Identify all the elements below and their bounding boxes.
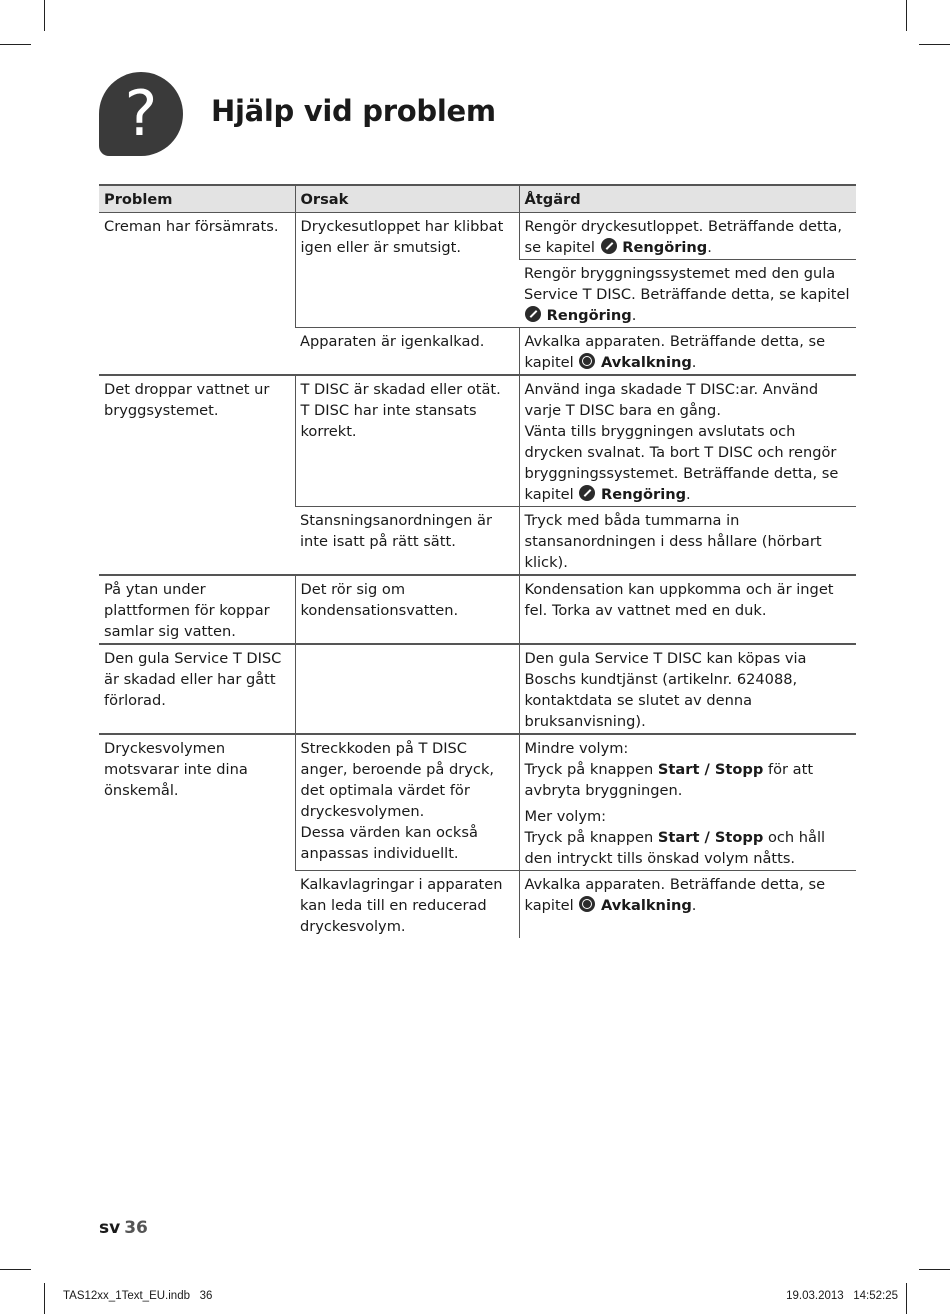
crop-mark [44,1283,45,1314]
problem-cell: På ytan under plattformen för koppar samlar sig vatten. [99,575,295,644]
table-row [99,375,856,507]
help-question-icon: ? [99,72,183,156]
action-cell: Rengör bryggningssystemet med den gula Service T DISC. Beträffande detta, se kapitel Rengöring. [519,260,856,328]
problem-cell: Det droppar vattnet ur bryggsystemet. [99,375,295,575]
table-row [99,575,856,644]
chapter-reference-link[interactable]: Avkalkning [601,897,692,914]
crop-mark [919,44,950,45]
problem-cell: Den gula Service T DISC är skadad eller har gått förlorad. [99,644,295,734]
page-footer [99,1218,148,1238]
table-row [99,644,856,734]
action-cell: Mindre volym: Tryck på knappen Start / Stopp för att avbryta bryggningen. Mer volym: Tryck på knappen Start / Stopp och håll den intryckt tills önskad volym nåtts. [519,734,856,871]
table-header-row [99,185,856,213]
action-cell: Den gula Service T DISC kan köpas via Boschs kundtjänst (artikelnr. 624088, kontaktdata se slutet av denna bruksanvisning). [519,644,856,734]
problem-cell: Creman har försämrats. [99,213,295,376]
crop-mark [906,0,907,31]
chapter-reference-link[interactable]: Rengöring [546,307,632,324]
cleaning-brush-icon [525,306,541,322]
chapter-reference-link[interactable]: Rengöring [622,239,708,256]
cause-cell: Dryckesutloppet har klibbat igen eller är smutsigt. [295,213,519,328]
cause-cell: Streckkoden på T DISC anger, beroende på dryck, det optimala värdet för dryckesvolymen. Dessa värden kan också anpassas individuellt. [295,734,519,871]
action-cell: Använd inga skadade T DISC:ar. Använd varje T DISC bara en gång. Vänta tills bryggningen avslutats och drycken svalnat. Ta bort T DISC och rengör bryggningssystemet. Beträffande detta, se kapitel Rengöring. [519,375,856,507]
crop-mark [0,44,31,45]
action-cell: Avkalka apparaten. Beträffande detta, se kapitel Avkalkning. [519,871,856,939]
column-header-problem: Problem [99,185,295,213]
cause-cell [295,644,519,734]
action-cell: Rengör dryckesutloppet. Beträffande detta, se kapitel Rengöring. [519,213,856,260]
column-header-cause: Orsak [295,185,519,213]
print-slug-timestamp: 19.03.2013 14:52:25 [786,1290,898,1302]
crop-mark [44,0,45,31]
cause-cell: Det rör sig om kondensationsvatten. [295,575,519,644]
cause-cell: Stansningsanordningen är inte isatt på rätt sätt. [295,507,519,576]
chapter-reference-link[interactable]: Avkalkning [601,354,692,371]
chapter-reference-link[interactable]: Rengöring [601,486,687,503]
cleaning-brush-icon [579,485,595,501]
language-code: sv [99,1218,121,1238]
cleaning-brush-icon [601,238,617,254]
cause-cell: T DISC är skadad eller otät. T DISC har inte stansats korrekt. [295,375,519,507]
problem-cell: Dryckesvolymen motsvarar inte dina önskemål. [104,740,248,799]
crop-mark [919,1269,950,1270]
table-row [99,734,856,871]
cause-cell: Apparaten är igenkalkad. [295,328,519,376]
troubleshooting-table [99,184,856,938]
descaling-icon [579,896,595,912]
start-stop-button-ref: Start / Stopp [657,829,764,846]
cause-cell: Kalkavlagringar i apparaten kan leda till en reducerad dryckesvolym. [300,876,503,935]
start-stop-button-ref: Start / Stopp [657,761,764,778]
crop-mark [0,1269,31,1270]
page-title: Hjälp vid problem [211,94,496,128]
action-cell: Tryck med båda tummarna in stansanordningen i dess hållare (hörbart klick). [519,507,856,576]
table-row [99,213,856,260]
column-header-action: Åtgärd [519,185,856,213]
action-cell: Avkalka apparaten. Beträffande detta, se kapitel Avkalkning. [519,328,856,376]
crop-mark [906,1283,907,1314]
page-number: 36 [124,1218,148,1238]
print-slug-file: TAS12xx_1Text_EU.indb 36 [63,1290,213,1302]
action-cell: Kondensation kan uppkomma och är inget fel. Torka av vattnet med en duk. [519,575,856,644]
descaling-icon [579,353,595,369]
